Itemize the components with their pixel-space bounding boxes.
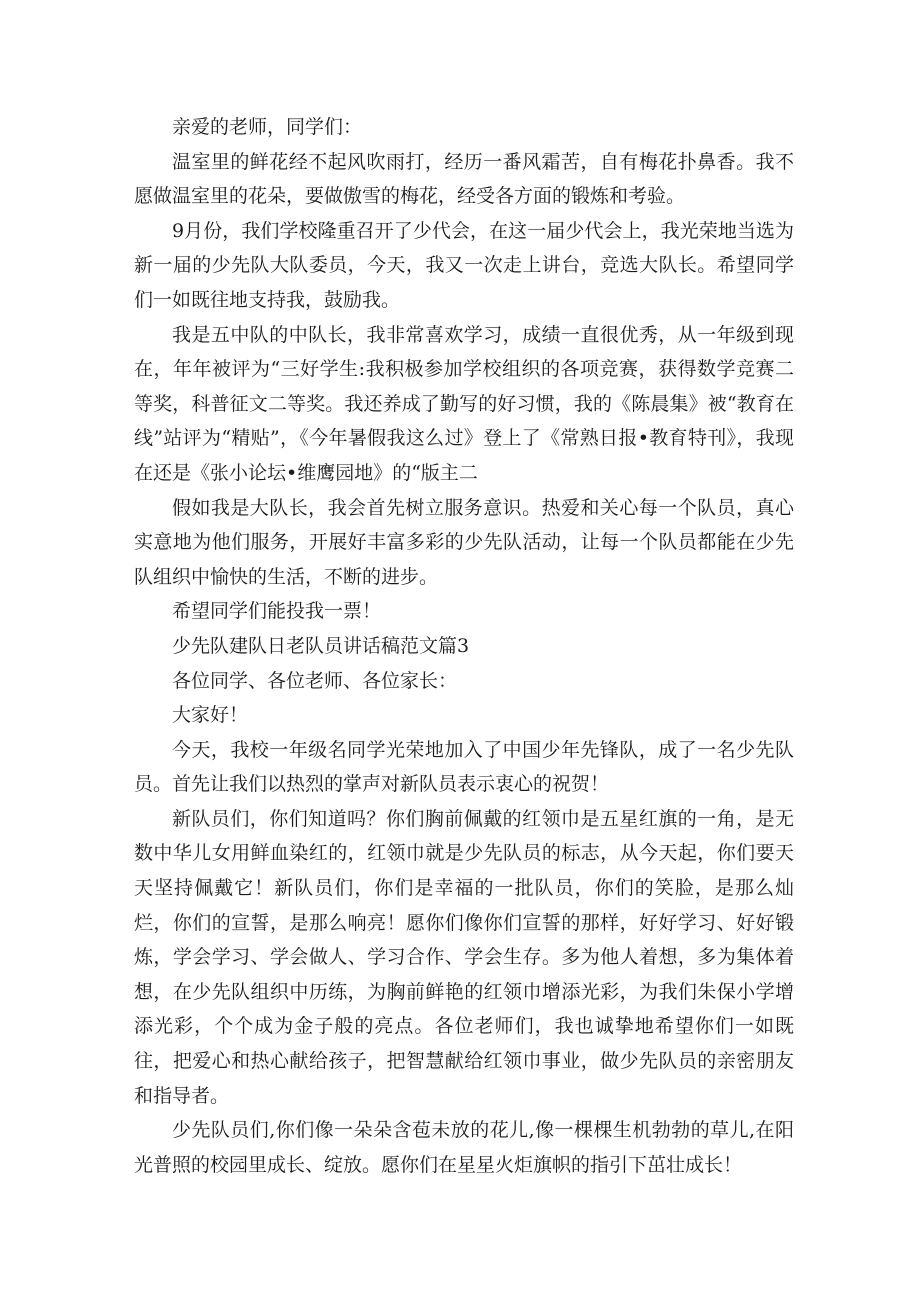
paragraph: 希望同学们能投我一票！ <box>172 600 382 623</box>
section-title: 少先队建队日老队员讲话稿范文篇3 <box>172 634 470 657</box>
paragraph-salutation: 各位同学、各位老师、各位家长： <box>172 669 458 692</box>
paragraph: 新队员们，你们知道吗？你们胸前佩戴的红领巾是五星红旗的一角，是无数中华儿女用鲜血染红的，红领巾就是少先队员的标志，从今天起，你们要天天坚持佩戴它！新队员们，你们是幸福的一批队员，你们的笑脸，是那么灿烂，你们的宣誓，是那么响亮！愿你们像你们宣誓的那样，好好学习、好好锻炼，学会学习、学会做人、学习合作、学会生存。多为他人着想，多为集体着想，在少先队组织中历练，为胸前鲜艳的红领巾增添光彩，为我们朱保小学增添光彩，个个成为金子般的亮点。各位老师们，我也诚挚地希望你们一如既往，把爱心和热心献给孩子，把智慧献给红领巾事业，做少先队员的亲密朋友和指导者。 <box>134 807 794 1107</box>
document-body <box>134 110 794 1182</box>
paragraph: 少先队员们,你们像一朵朵含苞未放的花儿,像一棵棵生机勃勃的草儿,在阳光普照的校园里成长、绽放。愿你们在星星火炬旗帜的指引下茁壮成长！ <box>134 1119 794 1176</box>
paragraph-salutation: 亲爱的老师，同学们： <box>172 116 363 138</box>
paragraph: 9月份，我们学校隆重召开了少代会，在这一届少代会上，我光荣地当选为新一届的少先队大队委员，今天，我又一次走上讲台，竞选大队长。希望同学们一如既往地支持我，鼓励我。 <box>134 219 794 311</box>
paragraph: 今天，我校一年级名同学光荣地加入了中国少年先锋队，成了一名少先队员。首先让我们以热烈的掌声对新队员表示衷心的祝贺！ <box>134 738 794 796</box>
paragraph: 温室里的鲜花经不起风吹雨打，经历一番风霜苦，自有梅花扑鼻香。我不愿做温室里的花朵，要做傲雪的梅花，经受各方面的锻炼和考验。 <box>134 150 794 208</box>
paragraph: 我是五中队的中队长，我非常喜欢学习，成绩一直很优秀，从一年级到现在，年年被评为“三好学生:我积极参加学校组织的各项竞赛，获得数学竞赛二等奖，科普征文二等奖。我还养成了勤写的好习惯，我的《陈晨集》被“教育在线”站评为“精贴”，《今年暑假我这么过》登上了《常熟日报•教育特刊》，我现在还是《张小论坛•维鹰园地》的“版主二 <box>134 323 794 484</box>
paragraph: 假如我是大队长，我会首先树立服务意识。热爱和关心每一个队员，真心实意地为他们服务，开展好丰富多彩的少先队活动，让每一个队员都能在少先队组织中愉快的生活，不断的进步。 <box>134 496 794 588</box>
paragraph-greeting: 大家好！ <box>172 704 249 727</box>
